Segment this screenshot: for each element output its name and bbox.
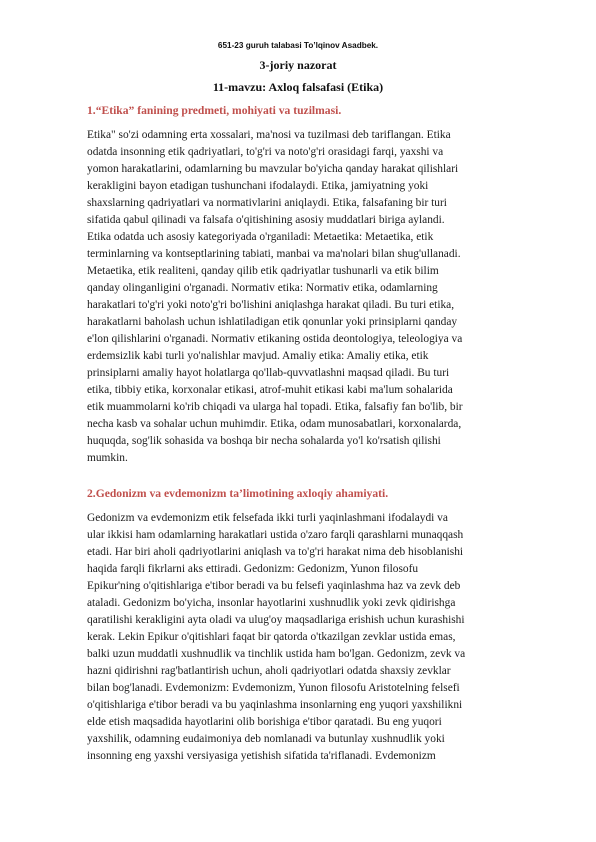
paragraph-line: terminlarning va kontseptlarining tabiati, manbai va ma'nolari bilan shug'ullanadi. — [87, 248, 461, 260]
paragraph-line: etadi. Har biri aholi qadriyotlarini aniqlash va to'g'ri harakat nima deb hisoblanishi — [87, 546, 464, 558]
paragraph-line: kerak. Lekin Epikur o'qitishlari faqat bir qatorda o'tkazilgan zevklar ustida emas, — [87, 631, 456, 643]
paragraph-line: harakatlari to'g'ri yoki noto'g'ri bo'lishini aniqlashga harakat qiladi. Bu turi etika, — [87, 299, 455, 311]
paragraph-line: huquqda, sog'lik sohasida va boshqa bir necha sohalarda yo'l ko'rsatish qilishi — [87, 435, 441, 447]
paragraph-line: ular ikkisi ham odamlarning harakatlari ustida o'zaro farqli qarashlarni munaqqash — [87, 529, 464, 541]
paragraph-line: Gedonizm va evdemonizm etik felsefada ikki turli yaqinlashmani ifodalaydi va — [87, 512, 448, 524]
author-line: 651-23 guruh talabasi To’lqinov Asadbek. — [217, 41, 379, 50]
paragraph-line: e'lon qilishlarini o'rganadi. Normativ etikaning ostida deontologiya, teleologiya va — [87, 333, 463, 345]
paragraph-line: kerakligini bayon etadigan tushunchani ifodalaydi. Etika, jamiyatning yoki — [87, 180, 429, 192]
paragraph-line: necha kasb va sohalar uchun muhimdir. Etika, odam munosabatlari, korxonalarda, — [87, 418, 462, 430]
paragraph-line: odatda insonning etik qadriyatlari, to'g'ri va noto'g'ri orasidagi farqi, yaxshi va — [87, 146, 444, 158]
paragraph-line: hazni qidirishni rag'batlantirish uchun, aholi qadriyotlari odatda shaxsiy zevklar — [87, 665, 451, 677]
paragraph-line: ataladi. Gedonizm bo'yicha, insonlar hayotlarini xushnudlik yoki zevk qidirishga — [87, 597, 456, 609]
paragraph-line: bilan bog'lanadi. Evdemonizm: Evdemonizm, Yunon filosofu Aristotelning felsefi — [87, 682, 460, 694]
paragraph-line: Etika" so'zi odamning erta xossalari, ma'nosi va tuzilmasi deb tariflangan. Etika — [87, 129, 451, 141]
paragraph-line: etik muammolarni ko'rib chiqadi va ularga hal topadi. Etika, falsafiy fan bo'lib, bir — [87, 401, 463, 413]
paragraph-line: yomon harakatlarini, odamlarning bu mavzular bo'yicha qanday harakat qilishlari — [87, 163, 459, 175]
paragraph-line: balki uzun muddatli xushnudlik va tinchlik ustida ham bo'lgan. Gedonizm, zevk va — [87, 648, 466, 660]
paragraph-line: o'qitishlariga e'tibor beradi va bu yaqinlashma insonlarning eng yuqori yaxshilikni — [87, 699, 463, 711]
section-2-body — [87, 510, 519, 765]
paragraph-line: Epikur'ning o'qitishlariga e'tibor beradi va bu felsefi yaqinlashma haz va zevk deb — [87, 580, 461, 592]
section-1-heading: 1.“Etika” fanining predmeti, mohiyati va tuzilmasi. — [87, 104, 342, 117]
paragraph-line: Metaetika, etik realiteni, qanday qilib etik qadriyatlar tushunarli va etik bilim — [87, 265, 439, 277]
paragraph-line: harakatlarni baholash uchun ishlatiladigan etik qonunlar yoki prinsiplarni qanday — [87, 316, 458, 328]
paragraph-line: shaxslarning qadriyatlari va normativlarini aniqlaydi. Etika, falsafaning bir turi — [87, 197, 447, 209]
section-2-heading: 2.Gedonizm va evdemonizm ta’limotining axloqiy ahamiyati. — [87, 487, 389, 500]
section-1-body — [87, 127, 519, 467]
paragraph-line: haqida farqli fikrlarni aks ettiradi. Gedonizm: Gedonizm, Yunon filosofu — [87, 563, 419, 575]
topic-title: 11-mavzu: Axloq falsafasi (Etika) — [212, 80, 384, 94]
paragraph-line: prinsiplarni amaliy hayot holatlarga qo'llab-quvvatlashni maqsad qiladi. Bu turi — [87, 367, 450, 379]
paragraph-line: mumkin. — [87, 452, 128, 464]
paragraph-line: elde etish maqsadida hayotlarini olib borishiga e'tibor qaratadi. Bu eng yuqori — [87, 716, 442, 728]
paragraph-line: etika, tibbiy etika, korxonalar etikasi, atrof-muhit etikasi kabi ma'lum sohalarida — [87, 384, 453, 396]
paragraph-line: qanday olinganligini o'rganadi. Normativ etika: Normativ etika, odamlarning — [87, 282, 438, 294]
assignment-title: 3-joriy nazorat — [259, 58, 337, 72]
paragraph-line: Etika odatda uch asosiy kategoriyada o'rganiladi: Metaetika: Metaetika, etik — [87, 231, 434, 243]
paragraph-line: qaratilishi kerakligini ayta oladi va ulug'oy maqsadlariga erishish uchun kurashishi — [87, 614, 465, 626]
paragraph-line: insonning eng yaxshi versiyasiga yetishish sifatida ta'riflanadi. Evdemonizm — [87, 750, 436, 762]
paragraph-line: erdemsizlik kabi turli yo'nalishlar mavjud. Amaliy etika: Amaliy etika, etik — [87, 350, 429, 362]
paragraph-line: yaxshilik, odamning eudaimoniya deb nomlanadi va butunlay xushnudlik yoki — [87, 733, 445, 745]
paragraph-line: sifatida qabul qilinadi va falsafa o'qitishining asosiy muddatlari biriga aylandi. — [87, 214, 445, 226]
